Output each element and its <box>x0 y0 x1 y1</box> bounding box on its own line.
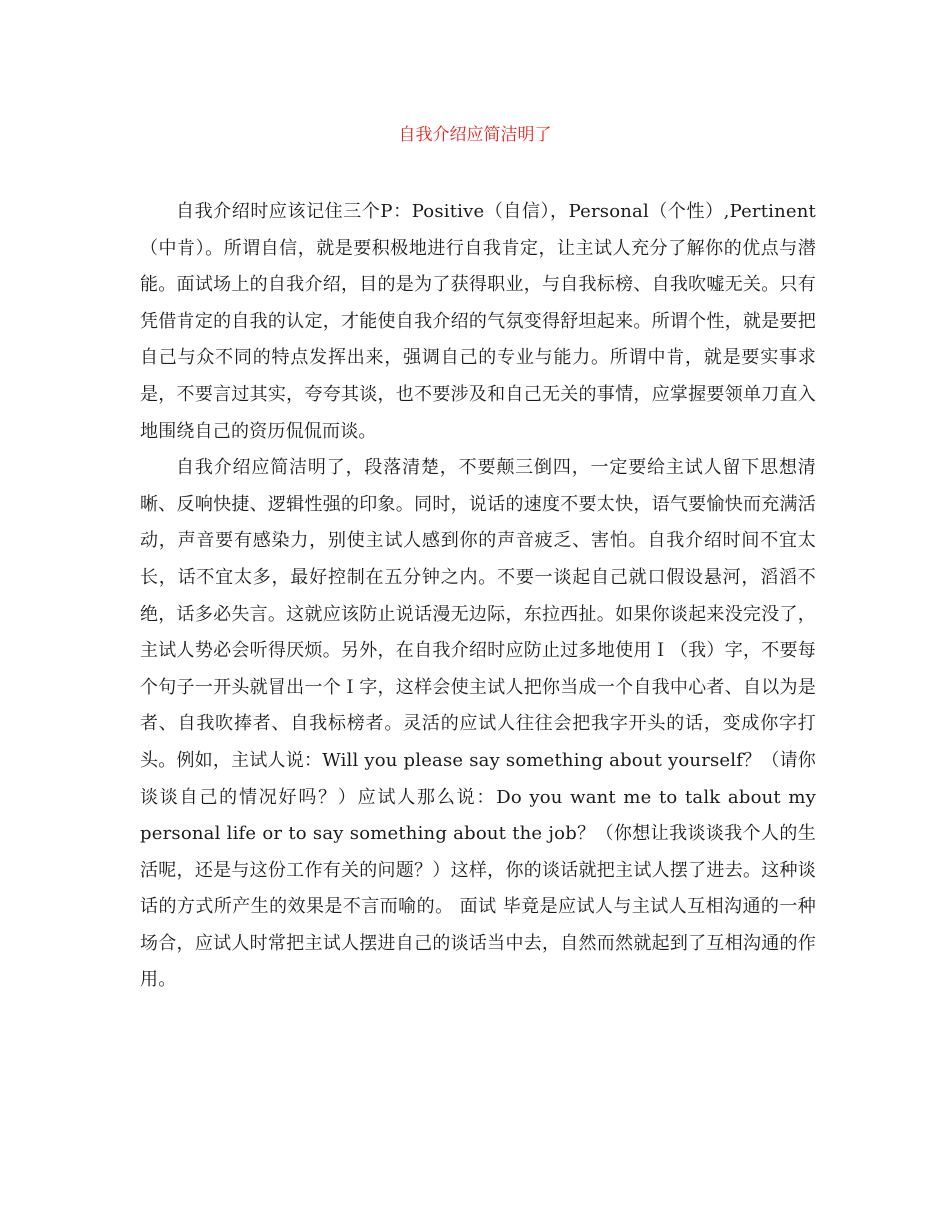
paragraph-three-p-principles: 自我介绍时应该记住三个P：Positive（自信），Personal（个性）,Pertinent（中肯）。所谓自信，就是要积极地进行自我肯定，让主试人充分了解你的优点与潜能。面试场上的自我介绍，目的是为了获得职业，与自我标榜、自我吹嘘无关。只有凭借肯定的自我的认定，才能使自我介绍的气氛变得舒坦起来。所谓个性，就是要把自己与众不同的特点发挥出来，强调自己的专业与能力。所谓中肯，就是要实事求是，不要言过其实，夸夸其谈，也不要涉及和自己无关的事情，应掌握要领单刀直入地围绕自己的资历侃侃而谈。 <box>140 201 816 442</box>
document-title: 自我介绍应简洁明了 <box>398 125 552 145</box>
document-body <box>140 194 816 999</box>
paragraph-concise-introduction: 自我介绍应简洁明了，段落清楚，不要颠三倒四，一定要给主试人留下思想清晰、反响快捷、逻辑性强的印象。同时，说话的速度不要太快，语气要愉快而充满活动，声音要有感染力，别使主试人感到你的声音疲乏、害怕。自我介绍时间不宜太长，话不宜太多，最好控制在五分钟之内。不要一谈起自己就口假设悬河，滔滔不绝，话多必失言。这就应该防止说话漫无边际，东拉西扯。如果你谈起来没完没了，主试人势必会听得厌烦。另外，在自我介绍时应防止过多地使用Ｉ（我）字，不要每个句子一开头就冒出一个Ｉ字，这样会使主试人把你当成一个自我中心者、自以为是者、自我吹捧者、自我标榜者。灵活的应试人往往会把我字开头的话，变成你字打头。例如，主试人说：Will you please say something about yourself？（请你谈谈自己的情况好吗？）应试人那么说：Do you want me to talk about my personal life or to say something about the job？（你想让我谈谈我个人的生活呢，还是与这份工作有关的问题？）这样，你的谈话就把主试人摆了进去。这种谈话的方式所产生的效果是不言而喻的。 面试 毕竟是应试人与主试人互相沟通的一种场合，应试人时常把主试人摆进自己的谈话当中去，自然而然就起到了互相沟通的作用。 <box>140 457 816 991</box>
